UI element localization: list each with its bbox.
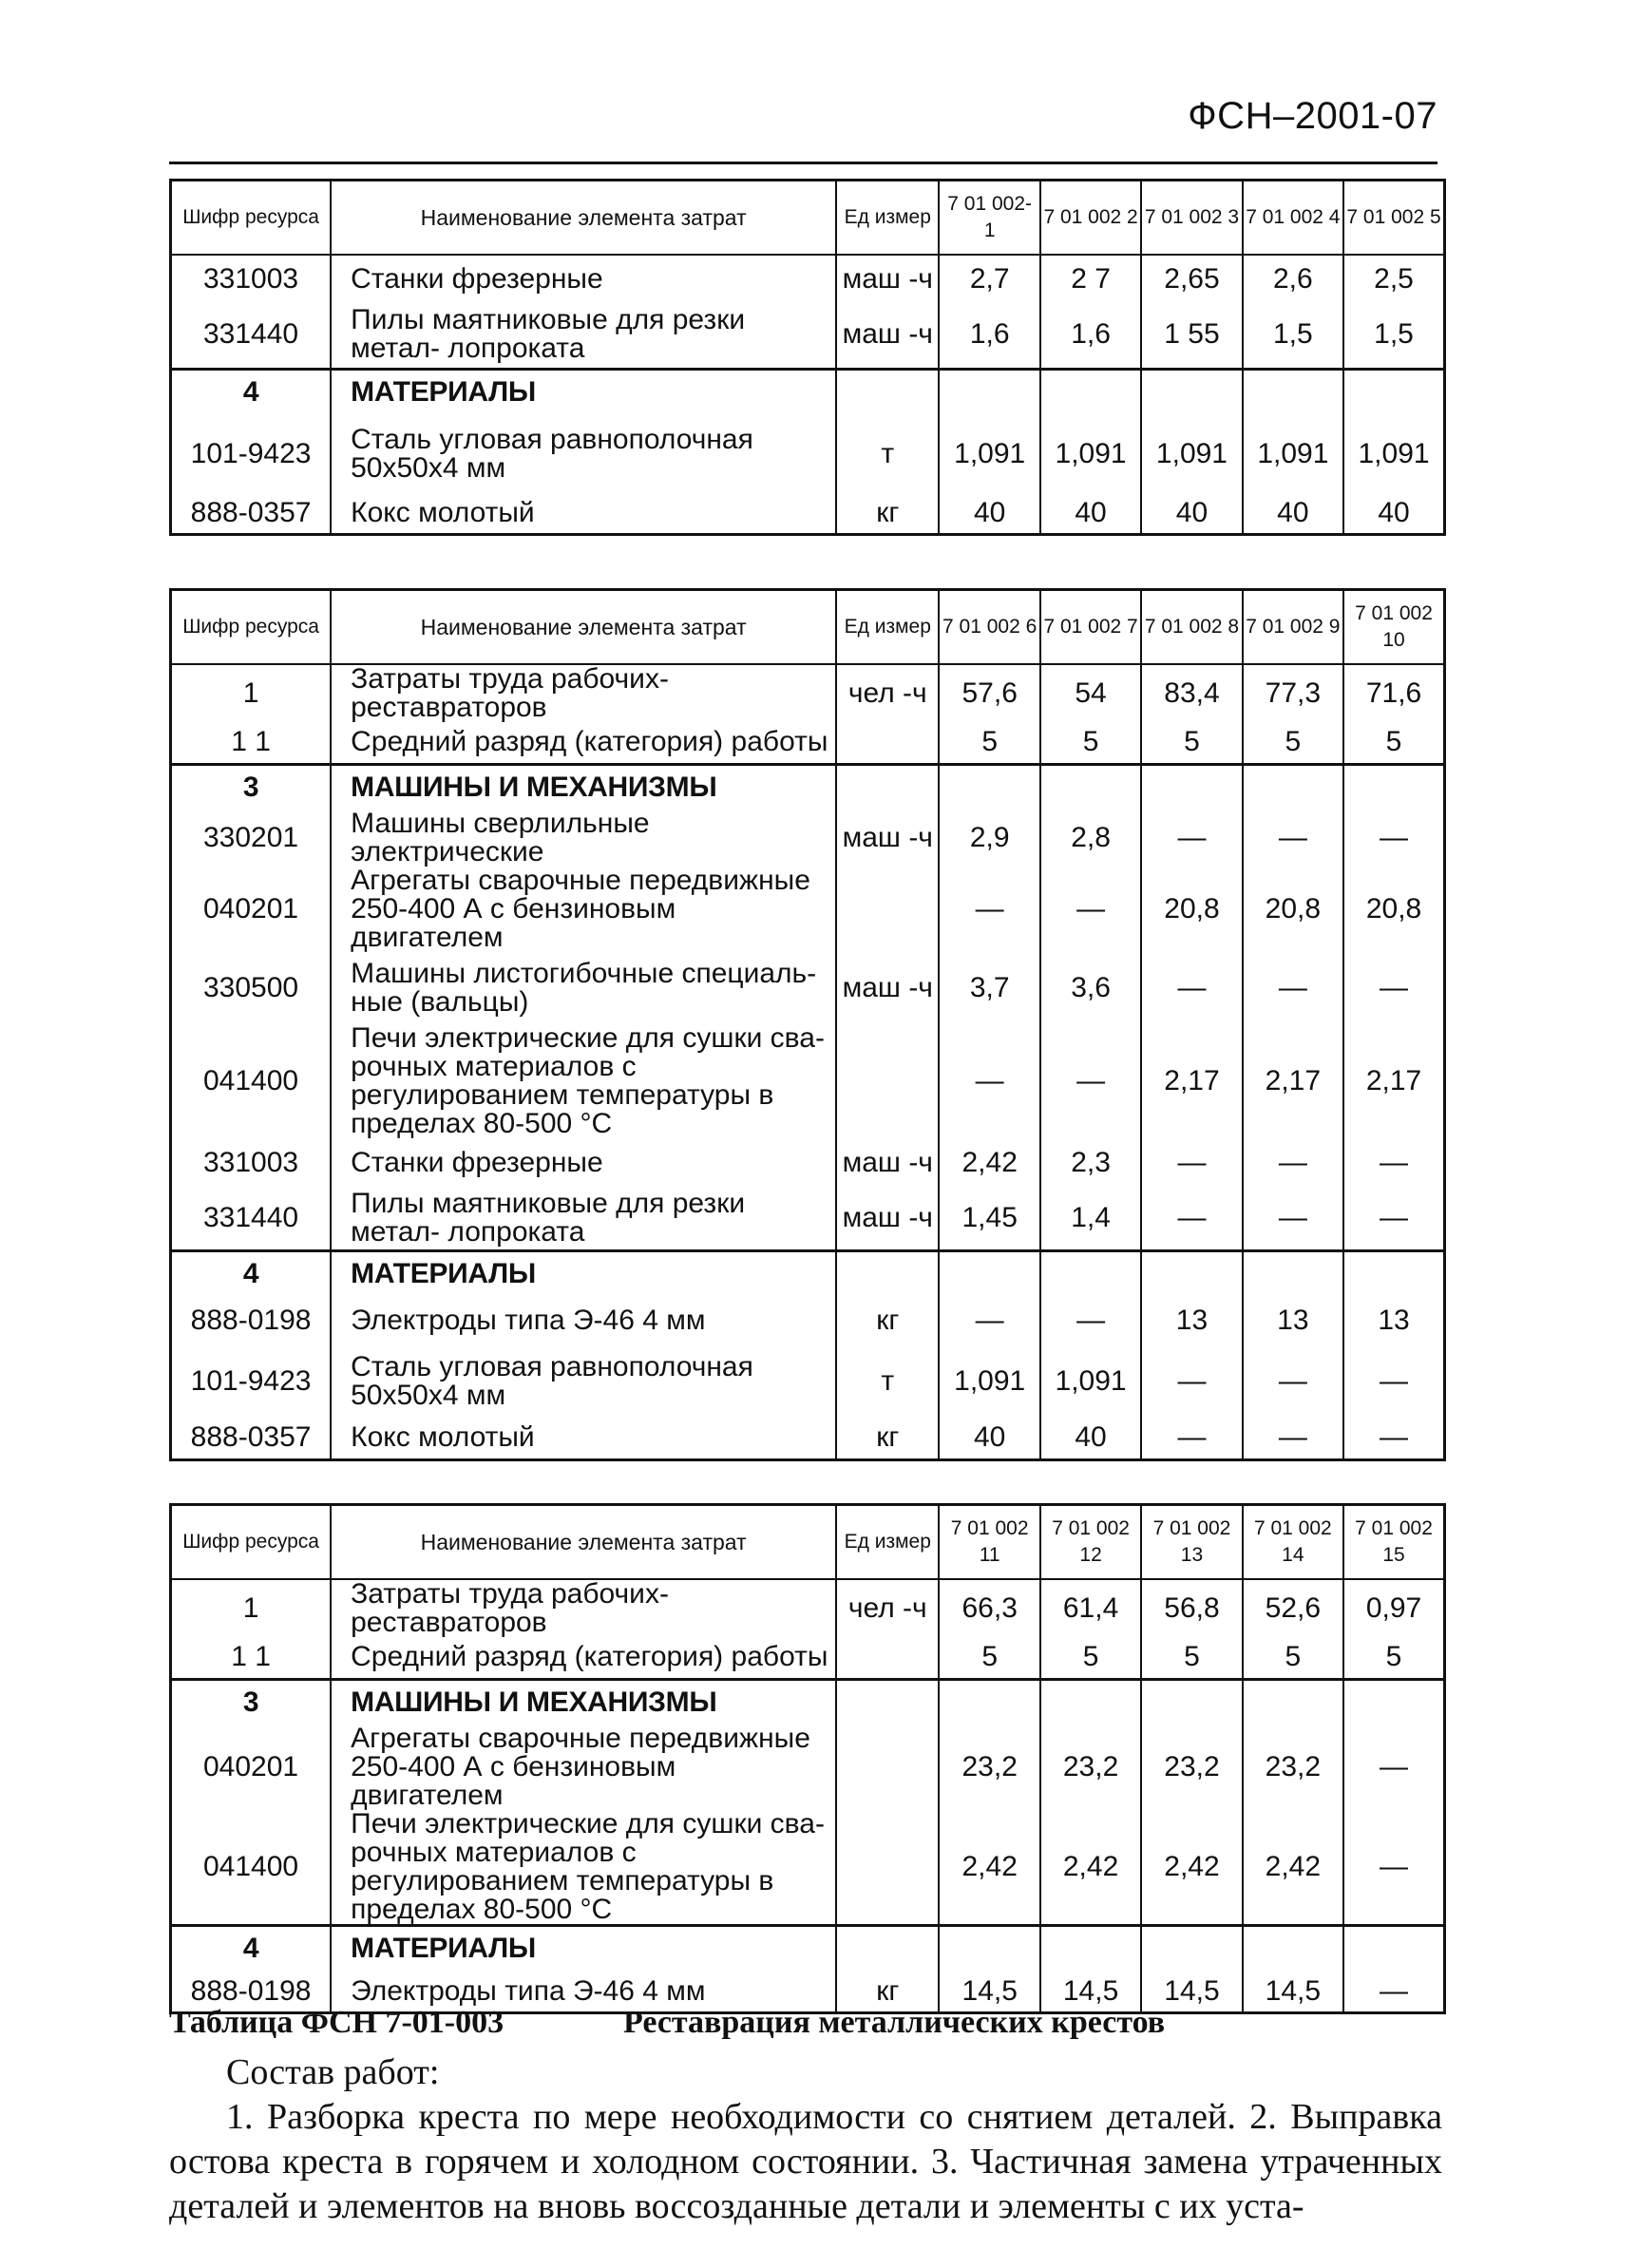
norm-value: 1,091 xyxy=(1040,414,1141,494)
cost-element-name: МАШИНЫ И МЕХАНИЗМЫ xyxy=(331,1679,836,1725)
norm-value xyxy=(939,369,1039,414)
table-row xyxy=(171,664,1445,722)
unit-of-measure xyxy=(836,867,939,952)
resource-table-1 xyxy=(169,179,1446,536)
cost-element-name: МАШИНЫ И МЕХАНИЗМЫ xyxy=(331,764,836,810)
unit-of-measure: кг xyxy=(836,1296,939,1345)
norm-value: 13 xyxy=(1343,1296,1444,1345)
table-row xyxy=(171,1637,1445,1679)
section-row xyxy=(171,1679,1445,1725)
norm-value xyxy=(1141,764,1242,810)
norm-value: — xyxy=(1343,1418,1444,1459)
norm-value: 40 xyxy=(1243,494,1343,534)
header-name-cell: Наименование элемента затрат xyxy=(331,181,836,256)
norm-value: 2,42 xyxy=(1243,1810,1343,1926)
unit-of-measure xyxy=(836,1637,939,1679)
resource-code: 331003 xyxy=(171,255,332,302)
resource-code: 4 xyxy=(171,1926,332,1972)
norm-value xyxy=(1343,1926,1444,1972)
norm-value xyxy=(1141,1679,1242,1725)
resource-code: 041400 xyxy=(171,1024,332,1138)
header-unit-cell: Ед измер xyxy=(836,181,939,256)
norm-value: 5 xyxy=(939,722,1039,764)
norm-value: — xyxy=(1243,810,1343,867)
norm-value: 23,2 xyxy=(1243,1725,1343,1810)
cost-element-name: Электроды типа Э-46 4 мм xyxy=(331,1972,836,2013)
norm-value: 5 xyxy=(1040,722,1141,764)
section-row xyxy=(171,764,1445,810)
header-column-2: 7 01 002 7 xyxy=(1040,590,1141,665)
unit-of-measure xyxy=(836,722,939,764)
norm-value xyxy=(1040,764,1141,810)
norm-value: 20,8 xyxy=(1243,867,1343,952)
norm-value: 5 xyxy=(939,1637,1039,1679)
cost-element-name: Печи электрические для сушки сва- рочных материалов с регулированием температуры в пределах 80-500 °С xyxy=(331,1024,836,1138)
cost-element-name: Средний разряд (категория) работы xyxy=(331,1637,836,1679)
table-header-row xyxy=(171,181,1445,256)
norm-value: 2,42 xyxy=(1141,1810,1242,1926)
cost-element-name: Машины сверлильные электрические xyxy=(331,810,836,867)
resource-table-2 xyxy=(169,588,1446,1461)
resource-code: 888-0357 xyxy=(171,1418,332,1459)
norm-value: 1,5 xyxy=(1243,302,1343,369)
norm-value: 2,3 xyxy=(1040,1138,1141,1188)
cost-element-name: Печи электрические для сушки сва- рочных материалов с регулированием температуры в пределах 80-500 °С xyxy=(331,1810,836,1926)
resource-code: 888-0357 xyxy=(171,494,332,534)
resource-code: 101-9423 xyxy=(171,414,332,494)
unit-of-measure: кг xyxy=(836,1972,939,2013)
norm-value: 5 xyxy=(1243,722,1343,764)
unit-of-measure xyxy=(836,1679,939,1725)
resource-code: 888-0198 xyxy=(171,1972,332,2013)
norm-value xyxy=(1243,1679,1343,1725)
header-column-3: 7 01 002 3 xyxy=(1141,181,1242,256)
header-code-cell: Шифр ресурса xyxy=(171,181,332,256)
header-column-4: 7 01 002 9 xyxy=(1243,590,1343,665)
resource-code: 040201 xyxy=(171,867,332,952)
norm-value: 77,3 xyxy=(1243,664,1343,722)
resource-code: 331003 xyxy=(171,1138,332,1188)
resource-code: 330500 xyxy=(171,952,332,1024)
table-row xyxy=(171,1345,1445,1418)
norm-value xyxy=(1141,1926,1242,1972)
norm-value: 23,2 xyxy=(939,1725,1039,1810)
norm-value xyxy=(1243,369,1343,414)
cost-element-name: МАТЕРИАЛЫ xyxy=(331,1926,836,1972)
table-row xyxy=(171,1418,1445,1459)
cost-element-name: Сталь угловая равнополочная 50x50x4 мм xyxy=(331,414,836,494)
norm-value: 1,45 xyxy=(939,1188,1039,1250)
resource-code: 1 1 xyxy=(171,1637,332,1679)
unit-of-measure xyxy=(836,1926,939,1972)
unit-of-measure xyxy=(836,764,939,810)
norm-value: 1,091 xyxy=(1141,414,1242,494)
norm-value: — xyxy=(1343,1138,1444,1188)
norm-value: 2,65 xyxy=(1141,255,1242,302)
cost-element-name: Станки фрезерные xyxy=(331,255,836,302)
header-column-5: 7 01 002 15 xyxy=(1343,1505,1444,1580)
resource-code: 4 xyxy=(171,369,332,414)
table-row xyxy=(171,1024,1445,1138)
table-row xyxy=(171,302,1445,369)
unit-of-measure xyxy=(836,1250,939,1296)
header-column-3: 7 01 002 8 xyxy=(1141,590,1242,665)
norm-value: 5 xyxy=(1343,722,1444,764)
norm-value: 40 xyxy=(1343,494,1444,534)
header-column-4: 7 01 002 14 xyxy=(1243,1505,1343,1580)
norm-value: 2 7 xyxy=(1040,255,1141,302)
cost-element-name: Агрегаты сварочные передвижные 250-400 А с бензиновым двигателем xyxy=(331,867,836,952)
norm-value: 66,3 xyxy=(939,1579,1039,1637)
norm-value: 5 xyxy=(1343,1637,1444,1679)
cost-element-name: Станки фрезерные xyxy=(331,1138,836,1188)
norm-value: 56,8 xyxy=(1141,1579,1242,1637)
header-unit-cell: Ед измер xyxy=(836,590,939,665)
norm-value: — xyxy=(1141,1418,1242,1459)
norm-value: 40 xyxy=(939,1418,1039,1459)
norm-value: 1,091 xyxy=(939,1345,1039,1418)
norm-value: 54 xyxy=(1040,664,1141,722)
cost-element-name: Машины листогибочные специаль- ные (вальцы) xyxy=(331,952,836,1024)
norm-value: 40 xyxy=(939,494,1039,534)
table-row xyxy=(171,1810,1445,1926)
norm-value: 2,5 xyxy=(1343,255,1444,302)
unit-of-measure xyxy=(836,1725,939,1810)
resource-code: 1 1 xyxy=(171,722,332,764)
unit-of-measure: чел -ч xyxy=(836,664,939,722)
section-row xyxy=(171,1250,1445,1296)
norm-value: 2,6 xyxy=(1243,255,1343,302)
unit-of-measure: чел -ч xyxy=(836,1579,939,1637)
table-row xyxy=(171,494,1445,534)
table-row xyxy=(171,1188,1445,1250)
norm-value: 2,17 xyxy=(1343,1024,1444,1138)
resource-code: 1 xyxy=(171,1579,332,1637)
cost-element-name: Кокс молотый xyxy=(331,1418,836,1459)
norm-value: — xyxy=(1243,952,1343,1024)
norm-value: — xyxy=(1243,1138,1343,1188)
table-header-row xyxy=(171,590,1445,665)
norm-value: 1,6 xyxy=(1040,302,1141,369)
cost-element-name: Пилы маятниковые для резки метал- лопроката xyxy=(331,302,836,369)
norm-value: — xyxy=(1141,952,1242,1024)
norm-value: 13 xyxy=(1141,1296,1242,1345)
norm-value: 0,97 xyxy=(1343,1579,1444,1637)
resource-code: 331440 xyxy=(171,1188,332,1250)
norm-value: — xyxy=(1343,1188,1444,1250)
norm-value: 1 55 xyxy=(1141,302,1242,369)
resource-code: 330201 xyxy=(171,810,332,867)
norm-value: 5 xyxy=(1243,1637,1343,1679)
norm-value: 1,091 xyxy=(1343,414,1444,494)
norm-value xyxy=(939,1926,1039,1972)
table-name: Реставрация металлических крестов xyxy=(623,2005,1166,2040)
table-row xyxy=(171,722,1445,764)
table-row xyxy=(171,414,1445,494)
unit-of-measure: кг xyxy=(836,1418,939,1459)
resource-table-3 xyxy=(169,1503,1446,2014)
norm-value: 23,2 xyxy=(1141,1725,1242,1810)
norm-value: — xyxy=(1343,1810,1444,1926)
unit-of-measure: маш -ч xyxy=(836,1188,939,1250)
document-code: ФСН–2001-07 xyxy=(1188,95,1437,137)
norm-value: 1,6 xyxy=(939,302,1039,369)
resource-code: 331440 xyxy=(171,302,332,369)
norm-value: — xyxy=(939,1296,1039,1345)
table-row xyxy=(171,1725,1445,1810)
norm-value xyxy=(939,764,1039,810)
norm-value: 14,5 xyxy=(939,1972,1039,2013)
norm-value xyxy=(1243,1926,1343,1972)
norm-value xyxy=(1243,764,1343,810)
norm-value: — xyxy=(939,1024,1039,1138)
header-unit-cell: Ед измер xyxy=(836,1505,939,1580)
resource-code: 3 xyxy=(171,764,332,810)
unit-of-measure: маш -ч xyxy=(836,302,939,369)
unit-of-measure: т xyxy=(836,414,939,494)
norm-value: 5 xyxy=(1141,722,1242,764)
resource-code: 4 xyxy=(171,1250,332,1296)
norm-value: 1,5 xyxy=(1343,302,1444,369)
unit-of-measure: маш -ч xyxy=(836,952,939,1024)
cost-element-name: Кокс молотый xyxy=(331,494,836,534)
table-header-row xyxy=(171,1505,1445,1580)
norm-value: 5 xyxy=(1040,1637,1141,1679)
norm-value: 23,2 xyxy=(1040,1725,1141,1810)
norm-value: — xyxy=(939,867,1039,952)
norm-value xyxy=(1343,369,1444,414)
norm-value: 40 xyxy=(1040,1418,1141,1459)
resource-code: 3 xyxy=(171,1679,332,1725)
norm-value: 2,7 xyxy=(939,255,1039,302)
norm-value xyxy=(1343,764,1444,810)
header-name-cell: Наименование элемента затрат xyxy=(331,1505,836,1580)
norm-value: 61,4 xyxy=(1040,1579,1141,1637)
norm-value: 83,4 xyxy=(1141,664,1242,722)
norm-value xyxy=(1343,1679,1444,1725)
section-row xyxy=(171,369,1445,414)
unit-of-measure: маш -ч xyxy=(836,810,939,867)
unit-of-measure xyxy=(836,1024,939,1138)
norm-value xyxy=(1243,1250,1343,1296)
resource-code: 1 xyxy=(171,664,332,722)
unit-of-measure: т xyxy=(836,1345,939,1418)
norm-value: 52,6 xyxy=(1243,1579,1343,1637)
norm-value xyxy=(939,1250,1039,1296)
header-column-1: 7 01 002 11 xyxy=(939,1505,1039,1580)
norm-value: 3,7 xyxy=(939,952,1039,1024)
table-row xyxy=(171,1579,1445,1637)
norm-value: — xyxy=(1343,810,1444,867)
table-row xyxy=(171,867,1445,952)
norm-value xyxy=(1343,1250,1444,1296)
norm-value xyxy=(939,1679,1039,1725)
header-code-cell: Шифр ресурса xyxy=(171,590,332,665)
table-row xyxy=(171,1296,1445,1345)
table-row xyxy=(171,952,1445,1024)
norm-value: — xyxy=(1343,1725,1444,1810)
norm-value: — xyxy=(1343,1345,1444,1418)
header-column-2: 7 01 002 12 xyxy=(1040,1505,1141,1580)
cost-element-name: Затраты труда рабочих-реставраторов xyxy=(331,1579,836,1637)
norm-value xyxy=(1040,1926,1141,1972)
norm-value: 3,6 xyxy=(1040,952,1141,1024)
header-column-4: 7 01 002 4 xyxy=(1243,181,1343,256)
resource-code: 040201 xyxy=(171,1725,332,1810)
norm-value: 13 xyxy=(1243,1296,1343,1345)
norm-value: — xyxy=(1343,952,1444,1024)
norm-value: 40 xyxy=(1141,494,1242,534)
norm-value: — xyxy=(1141,1138,1242,1188)
header-column-5: 7 01 002 5 xyxy=(1343,181,1444,256)
header-name-cell: Наименование элемента затрат xyxy=(331,590,836,665)
table-number: Таблица ФСН 7-01-003 xyxy=(169,2005,504,2040)
norm-value: — xyxy=(1141,1188,1242,1250)
norm-value xyxy=(1040,1679,1141,1725)
norm-value: — xyxy=(1243,1188,1343,1250)
header-column-2: 7 01 002 2 xyxy=(1040,181,1141,256)
cost-element-name: МАТЕРИАЛЫ xyxy=(331,1250,836,1296)
norm-value: 2,8 xyxy=(1040,810,1141,867)
header-column-5: 7 01 002 10 xyxy=(1343,590,1444,665)
resource-code: 041400 xyxy=(171,1810,332,1926)
norm-value: — xyxy=(1243,1345,1343,1418)
norm-value: 2,9 xyxy=(939,810,1039,867)
norm-value xyxy=(1141,369,1242,414)
norm-value: 1,4 xyxy=(1040,1188,1141,1250)
norm-value: 5 xyxy=(1141,1637,1242,1679)
table-row xyxy=(171,810,1445,867)
norm-value: 14,5 xyxy=(1243,1972,1343,2013)
unit-of-measure xyxy=(836,1810,939,1926)
norm-value: — xyxy=(1040,1296,1141,1345)
norm-value: 1,091 xyxy=(1243,414,1343,494)
norm-value xyxy=(1040,369,1141,414)
norm-value: 2,17 xyxy=(1141,1024,1242,1138)
cost-element-name: МАТЕРИАЛЫ xyxy=(331,369,836,414)
norm-value: 57,6 xyxy=(939,664,1039,722)
norm-value: 2,42 xyxy=(939,1810,1039,1926)
unit-of-measure: кг xyxy=(836,494,939,534)
section-row xyxy=(171,1926,1445,1972)
resource-code: 888-0198 xyxy=(171,1296,332,1345)
norm-value: 2,17 xyxy=(1243,1024,1343,1138)
cost-element-name: Электроды типа Э-46 4 мм xyxy=(331,1296,836,1345)
work-composition-intro: Состав работ: xyxy=(226,2052,440,2092)
norm-value: 1,091 xyxy=(1040,1345,1141,1418)
norm-value: — xyxy=(1141,1345,1242,1418)
table-row xyxy=(171,1138,1445,1188)
norm-value: 2,42 xyxy=(939,1138,1039,1188)
header-column-3: 7 01 002 13 xyxy=(1141,1505,1242,1580)
norm-value: — xyxy=(1040,1024,1141,1138)
norm-value: 20,8 xyxy=(1141,867,1242,952)
table-row xyxy=(171,255,1445,302)
cost-element-name: Пилы маятниковые для резки метал- лопроката xyxy=(331,1188,836,1250)
header-code-cell: Шифр ресурса xyxy=(171,1505,332,1580)
norm-value: 20,8 xyxy=(1343,867,1444,952)
resource-code: 101-9423 xyxy=(171,1345,332,1418)
work-composition xyxy=(169,2050,1442,2229)
cost-element-name: Сталь угловая равнополочная 50x50x4 мм xyxy=(331,1345,836,1418)
norm-value: 40 xyxy=(1040,494,1141,534)
norm-value: 71,6 xyxy=(1343,664,1444,722)
cost-element-name: Агрегаты сварочные передвижные 250-400 А с бензиновым двигателем xyxy=(331,1725,836,1810)
page-header xyxy=(169,95,1437,164)
norm-value: — xyxy=(1141,810,1242,867)
cost-element-name: Средний разряд (категория) работы xyxy=(331,722,836,764)
norm-value: 14,5 xyxy=(1040,1972,1141,2013)
header-column-1: 7 01 002 6 xyxy=(939,590,1039,665)
norm-value: — xyxy=(1243,1418,1343,1459)
unit-of-measure: маш -ч xyxy=(836,255,939,302)
norm-value: 14,5 xyxy=(1141,1972,1242,2013)
norm-value xyxy=(1040,1250,1141,1296)
norm-value: — xyxy=(1040,867,1141,952)
cost-element-name: Затраты труда рабочих-реставраторов xyxy=(331,664,836,722)
norm-value: 1,091 xyxy=(939,414,1039,494)
norm-value: — xyxy=(1343,1972,1444,2013)
unit-of-measure xyxy=(836,369,939,414)
unit-of-measure: маш -ч xyxy=(836,1138,939,1188)
work-composition-text: 1. Разборка креста по мере необходимости со снятием деталей. 2. Выправка остова креста в горячем и холодном состоянии. 3. Частичная замена утраченных деталей и элементов на вновь воссозданные детали и элементы с их уста- xyxy=(169,2097,1442,2226)
norm-value: 2,42 xyxy=(1040,1810,1141,1926)
header-column-1: 7 01 002-1 xyxy=(939,181,1039,256)
norm-value xyxy=(1141,1250,1242,1296)
